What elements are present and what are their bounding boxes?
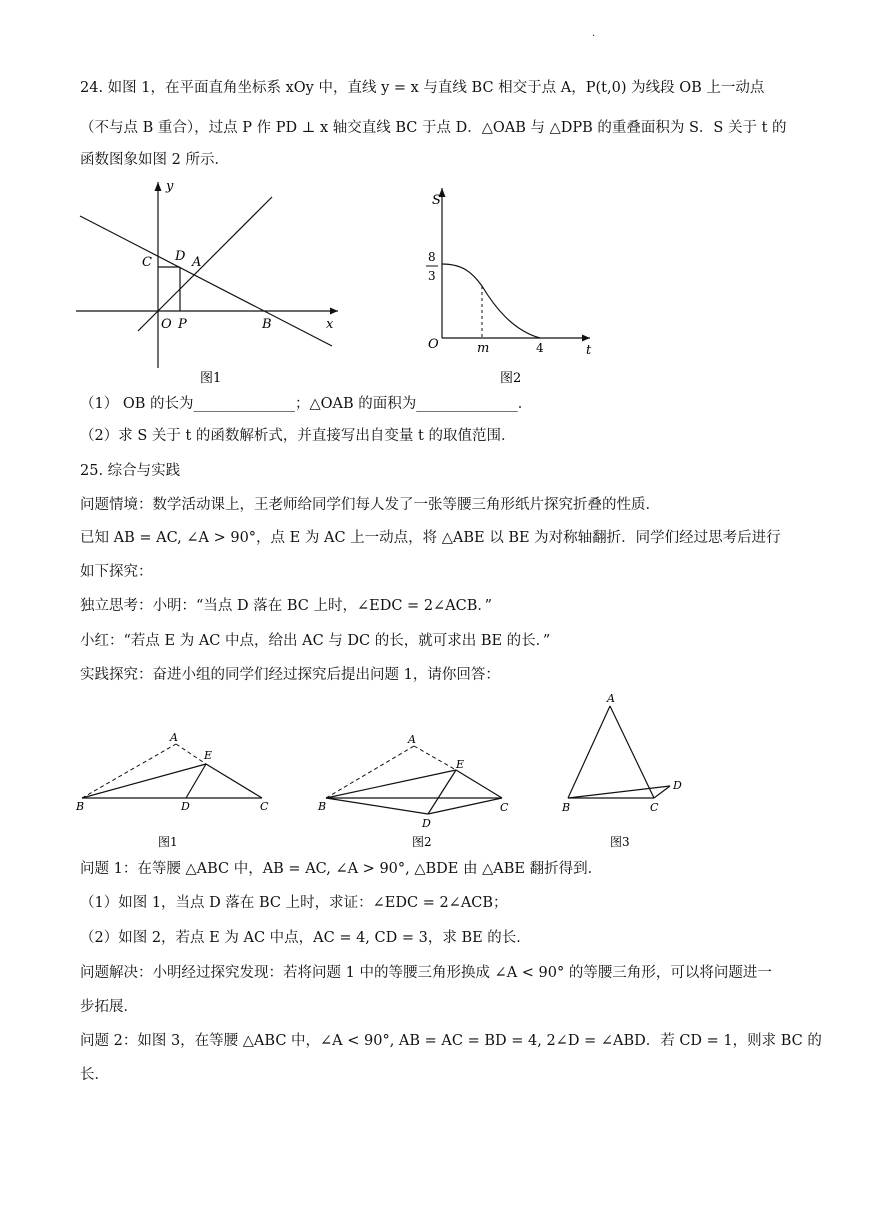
segment-bd bbox=[326, 798, 428, 814]
label-eight: 8 bbox=[428, 250, 436, 264]
x-axis-arrow bbox=[330, 308, 338, 315]
segment-be bbox=[326, 770, 456, 798]
label-o: O bbox=[161, 317, 172, 332]
s-curve bbox=[442, 264, 540, 338]
q25-problem2-line2: 长． bbox=[80, 1067, 109, 1083]
q24-sub2: （2）求 S 关于 t 的函数解析式，并直接写出自变量 t 的取值范围． bbox=[80, 428, 516, 444]
q25-title: 25. 综合与实践 bbox=[80, 463, 181, 479]
q25-figure3 bbox=[558, 690, 698, 856]
label-d: D bbox=[175, 249, 186, 264]
label-c: C bbox=[650, 801, 659, 814]
q25-problem1-part1: （1）如图 1，当点 D 落在 BC 上时，求证：∠EDC = 2∠ACB； bbox=[80, 895, 508, 911]
label-c: C bbox=[142, 255, 152, 270]
q25-resolution-line2: 步拓展． bbox=[80, 999, 138, 1015]
segment-ec bbox=[456, 770, 502, 798]
q25-problem2-line1: 问题 2：如图 3，在等腰 △ABC 中，∠A < 90°, AB = AC = BD = 4, 2∠D = ∠ABD．若 CD = 1，则求 BC 的 bbox=[80, 1033, 822, 1049]
segment-ab bbox=[568, 706, 610, 798]
label-d: D bbox=[673, 779, 682, 792]
label-b: B bbox=[562, 801, 571, 814]
label-b: B bbox=[318, 800, 327, 813]
q24-line2: （不与点 B 重合），过点 P 作 PD ⊥ x 轴交直线 BC 于点 D．△OAB 与 △DPB 的重叠面积为 S．S 关于 t 的 bbox=[80, 120, 787, 136]
segment-ec bbox=[206, 764, 262, 798]
q25-figure2 bbox=[312, 730, 522, 856]
label-o: O bbox=[428, 337, 439, 352]
q25-fig2-caption: 图2 bbox=[412, 835, 432, 849]
segment-bd bbox=[568, 786, 670, 798]
label-d: D bbox=[181, 800, 190, 813]
label-y: y bbox=[166, 179, 174, 194]
dashed-ae bbox=[414, 746, 456, 770]
q25-line6: 实践探究：奋进小组的同学们经过探究后提出问题 1，请你回答： bbox=[80, 667, 500, 683]
q24-fig1-caption: 图1 bbox=[200, 371, 222, 386]
label-p: P bbox=[178, 317, 187, 332]
q25-line2: 已知 AB = AC, ∠A > 90°，点 E 为 AC 上一动点，将 △ABE 以 BE 为对称轴翻折．同学们经过思考后进行 bbox=[80, 530, 781, 546]
segment-be bbox=[82, 764, 206, 798]
q25-line3: 如下探究： bbox=[80, 564, 153, 580]
label-x: x bbox=[326, 317, 334, 332]
q25-line1: 问题情境：数学活动课上，王老师给同学们每人发了一张等腰三角形纸片探究折叠的性质． bbox=[80, 497, 660, 513]
q25-figure1 bbox=[74, 728, 284, 856]
dashed-ae bbox=[176, 744, 206, 764]
q24-line1: 24. 如图 1，在平面直角坐标系 xOy 中，直线 y = x 与直线 BC 相交于点 A，P(t,0) 为线段 OB 上一动点 bbox=[80, 80, 765, 96]
q24-line3: 函数图象如图 2 所示． bbox=[80, 152, 229, 168]
header-dot: . bbox=[592, 28, 596, 39]
q25-fig1-caption: 图1 bbox=[158, 835, 178, 849]
q24-figure2 bbox=[420, 182, 600, 390]
label-c: C bbox=[260, 800, 269, 813]
label-b: B bbox=[262, 317, 272, 332]
label-four: 4 bbox=[536, 341, 544, 355]
q25-line5: 小红：“若点 E 为 AC 中点，给出 AC 与 DC 的长，就可求出 BE 的长．” bbox=[80, 633, 551, 649]
q25-problem1-part2: （2）如图 2，若点 E 为 AC 中点，AC = 4, CD = 3，求 BE 的长． bbox=[80, 930, 531, 946]
q25-problem1: 问题 1：在等腰 △ABC 中，AB = AC, ∠A > 90°, △BDE 由 △ABE 翻折得到． bbox=[80, 861, 603, 877]
q25-line4: 独立思考：小明：“当点 D 落在 BC 上时，∠EDC = 2∠ACB．” bbox=[80, 598, 493, 614]
dashed-ba bbox=[82, 744, 176, 798]
label-d: D bbox=[422, 817, 431, 830]
label-a: A bbox=[192, 255, 202, 270]
q24-fig2-caption: 图2 bbox=[500, 371, 522, 386]
q24-figure1 bbox=[76, 178, 346, 390]
q24-sub1: （1） OB 的长为______________；△OAB 的面积为______________． bbox=[80, 396, 533, 412]
segment-de bbox=[428, 770, 456, 814]
label-a: A bbox=[170, 731, 178, 744]
label-b: B bbox=[76, 800, 85, 813]
label-t: t bbox=[586, 343, 592, 358]
dashed-ba bbox=[326, 746, 414, 798]
label-e: E bbox=[456, 758, 465, 771]
label-m: m bbox=[477, 341, 490, 356]
label-e: E bbox=[204, 749, 213, 762]
label-a: A bbox=[607, 692, 615, 705]
segment-dc bbox=[428, 798, 502, 814]
line-bc bbox=[80, 216, 332, 346]
segment-ac bbox=[610, 706, 654, 798]
label-s: S bbox=[432, 193, 441, 208]
q25-fig3-caption: 图3 bbox=[610, 835, 630, 849]
t-axis-arrow bbox=[582, 335, 590, 342]
label-a: A bbox=[408, 733, 416, 746]
label-c: C bbox=[500, 801, 509, 814]
y-axis-arrow bbox=[155, 182, 162, 191]
label-three: 3 bbox=[428, 269, 436, 283]
q25-resolution-line1: 问题解决：小明经过探究发现：若将问题 1 中的等腰三角形换成 ∠A < 90° 的等腰三角形，可以将问题进一 bbox=[80, 965, 772, 981]
